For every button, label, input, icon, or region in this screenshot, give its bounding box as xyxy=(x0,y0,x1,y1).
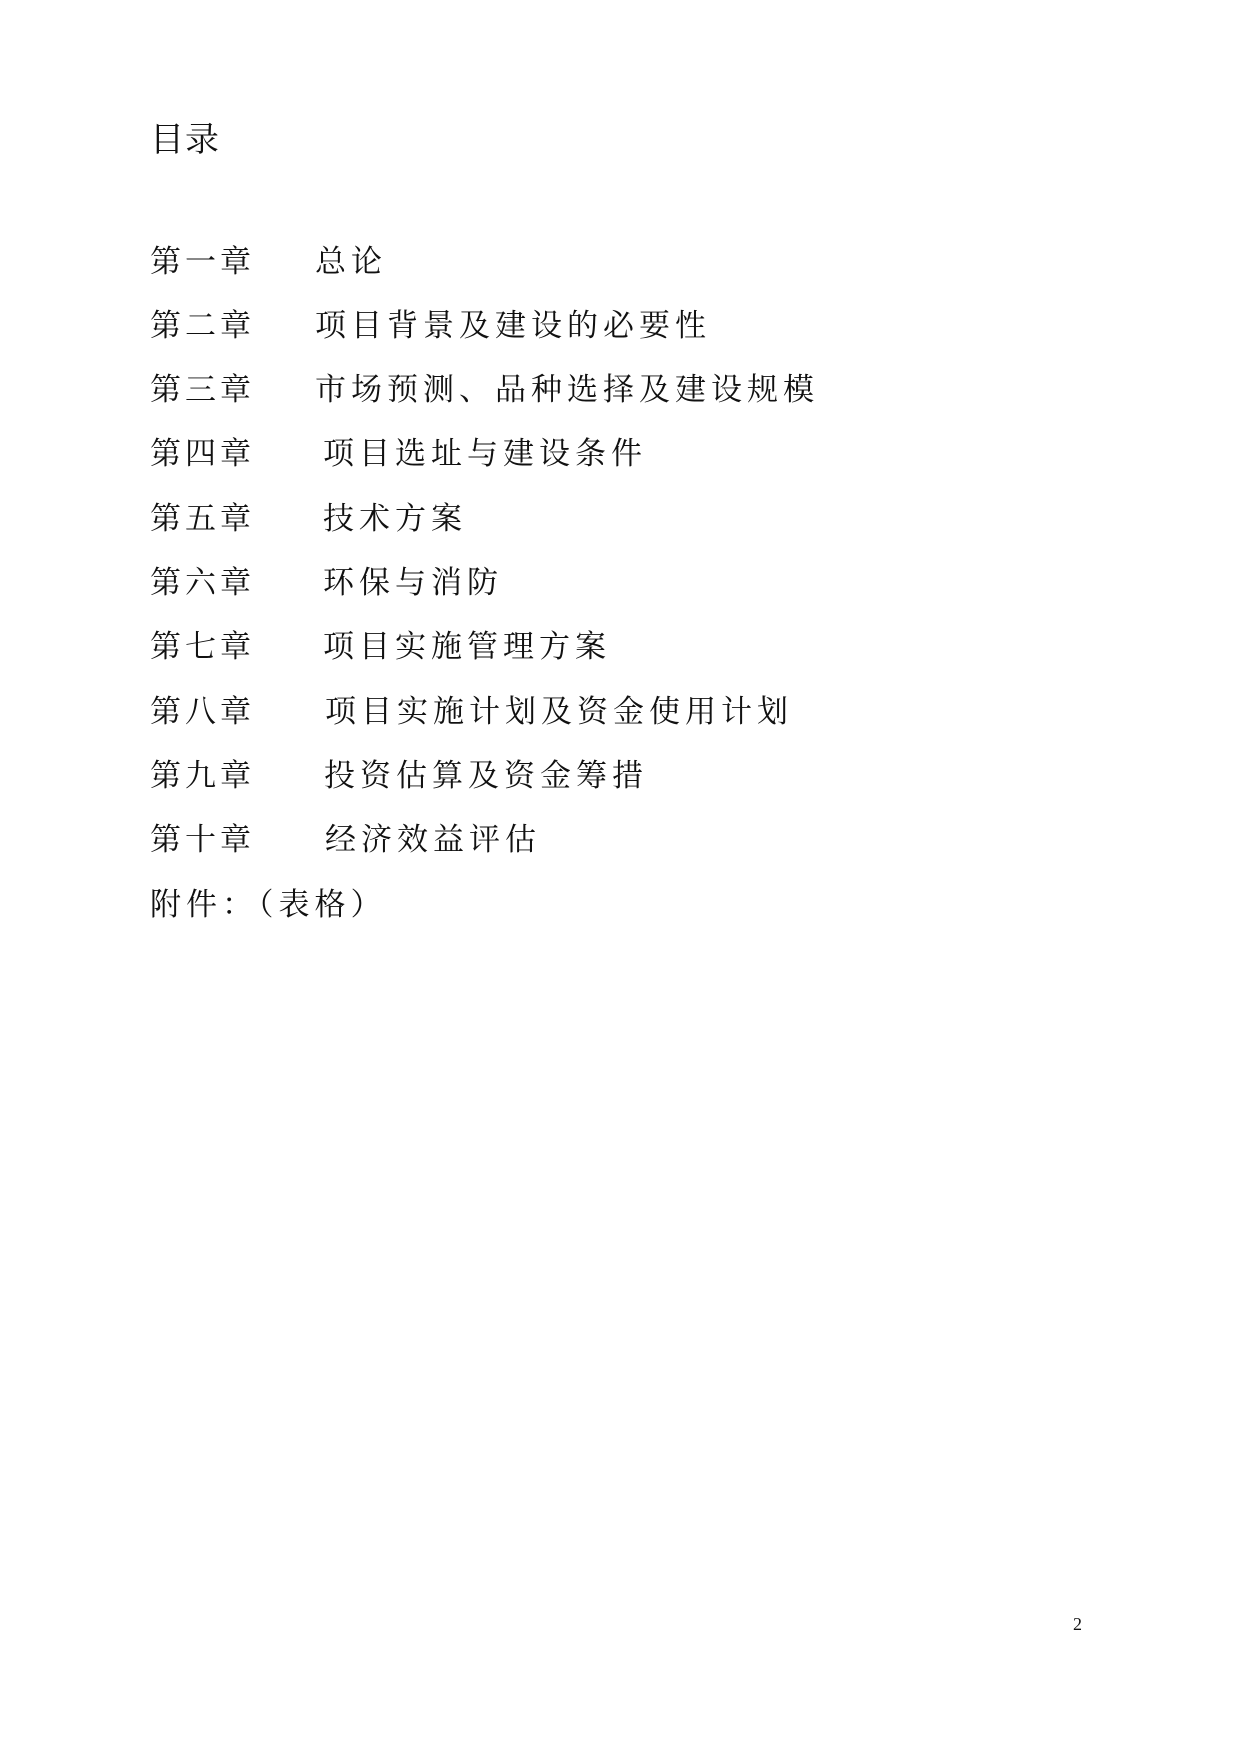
toc-chapter-title: 投资估算及资金筹措 xyxy=(324,758,648,794)
toc-chapter-label: 第一章 xyxy=(150,244,255,280)
toc-chapter-title: 项目选址与建设条件 xyxy=(323,436,647,472)
toc-chapter-title: 项目实施管理方案 xyxy=(323,629,611,665)
toc-chapter-label: 第九章 xyxy=(150,758,255,794)
toc-chapter-label: 第三章 xyxy=(150,372,255,408)
toc-chapter-label: 第四章 xyxy=(150,436,255,472)
toc-chapter-label: 第五章 xyxy=(150,501,255,537)
toc-chapter-title: 总论 xyxy=(315,244,387,280)
toc-chapter-title: 技术方案 xyxy=(323,501,467,537)
page-number: 2 xyxy=(1073,1614,1082,1634)
toc-chapter-label: 第六章 xyxy=(150,565,255,601)
toc-chapter-label: 第十章 xyxy=(150,822,255,858)
toc-chapter-title: 环保与消防 xyxy=(323,565,503,601)
toc-chapter-label: 第二章 xyxy=(150,308,255,344)
toc-chapter-title: 项目实施计划及资金使用计划 xyxy=(325,694,793,730)
toc-chapter-title: 市场预测、品种选择及建设规模 xyxy=(315,372,819,408)
toc-chapter-label: 第八章 xyxy=(150,694,255,730)
page-title: 目录 xyxy=(150,120,220,160)
toc-chapter-label: 第七章 xyxy=(150,629,255,665)
appendix-entry: 附件：（表格） xyxy=(150,887,387,923)
toc-chapter-title: 项目背景及建设的必要性 xyxy=(315,308,711,344)
toc-chapter-title: 经济效益评估 xyxy=(325,822,541,858)
